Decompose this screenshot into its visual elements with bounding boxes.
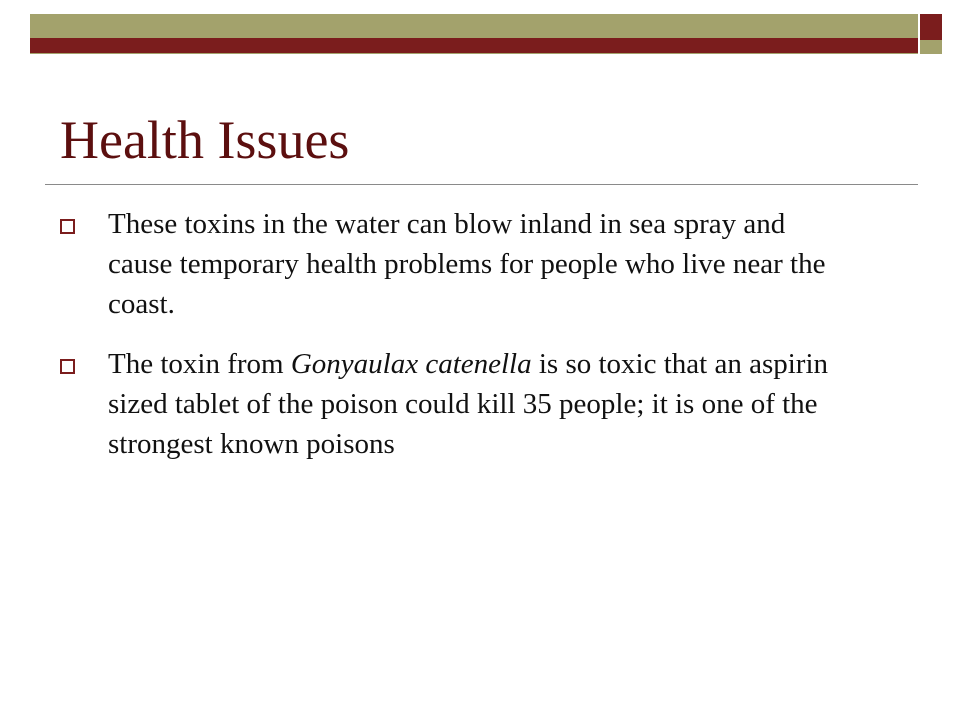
- slide-title: Health Issues: [60, 110, 350, 170]
- bullet-text: These toxins in the water can blow inland in sea spray and cause temporary health problems for people who live near the coast.: [108, 208, 826, 320]
- bullet-list: [58, 204, 848, 484]
- bullet-item: [58, 344, 848, 464]
- title-divider: [45, 184, 918, 185]
- corner-block-maroon: [920, 14, 942, 40]
- bullet-text-lead: The toxin from: [108, 348, 291, 380]
- species-name: Gonyaulax catenella: [290, 348, 532, 380]
- corner-block-olive: [920, 40, 942, 54]
- header-maroon-stripe: [30, 38, 918, 53]
- bullet-text-rest: is so toxic that an aspirin sized tablet of the poison could kill 35 people; it is one of the strongest known poisons: [108, 348, 829, 460]
- bullet-item: [58, 204, 848, 324]
- hollow-square-icon: [60, 219, 75, 234]
- hollow-square-icon: [60, 359, 75, 374]
